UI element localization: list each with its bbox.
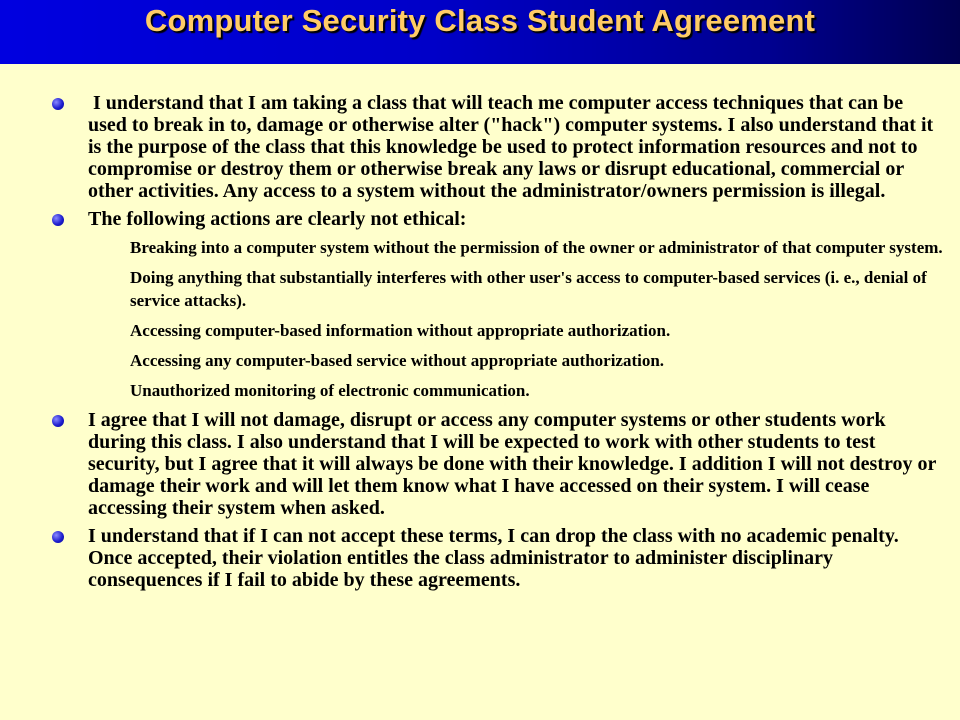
- sub-item-text: Accessing computer-based information without appropriate authorization.: [130, 321, 671, 340]
- dash-icon: –: [116, 238, 125, 257]
- slide-content: [50, 92, 945, 597]
- bullet-dot-icon: [52, 415, 64, 427]
- bullet-text: I understand that I am taking a class that will teach me computer access techniques that can be used to break in to, damage or otherwise alter ("hack") computer systems. I also understand that it is the purpose of the class that this knowledge be used to protect information resources and not to compromise or destroy them or otherwise break any laws or disrupt educational, commercial or other activities. Any access to a system without the administrator/owners permission is illegal.: [88, 92, 939, 202]
- bullet-text: I agree that I will not damage, disrupt or access any computer systems or other students work during this class. I also understand that I will be expected to work with other students to test security, but I agree that it will always be done with their knowledge. I addition I will not destroy or damage their work and will let them know what I have accessed on their system. I will cease accessing their system when asked.: [88, 409, 937, 519]
- bullet-dot-icon: [52, 214, 64, 226]
- bullet-dot-icon: [52, 98, 64, 110]
- sub-item-text: Doing anything that substantially interferes with other user's access to computer-based services (i. e., denial of service attacks).: [130, 268, 927, 310]
- sub-item-text: Unauthorized monitoring of electronic communication.: [130, 381, 530, 400]
- title-bar: [0, 0, 960, 64]
- slide-title: Computer Security Class Student Agreement: [144, 3, 816, 38]
- bullet-item: [50, 409, 945, 519]
- dash-icon: –: [116, 381, 125, 400]
- sub-list: [50, 236, 945, 402]
- sub-list-item: [116, 319, 945, 342]
- bullet-text: I understand that if I can not accept these terms, I can drop the class with no academic penalty. Once accepted, their violation entitles the class administrator to administer disciplinary consequences if I fail to abide by these agreements.: [88, 525, 899, 591]
- bullet-item: [50, 525, 945, 591]
- sub-list-item: [116, 379, 945, 402]
- sub-item-text: Breaking into a computer system without the permission of the owner or administrator of that computer system.: [130, 238, 943, 257]
- sub-list-item: [116, 266, 945, 312]
- sub-item-text: Accessing any computer-based service without appropriate authorization.: [130, 351, 665, 370]
- bullet-dot-icon: [52, 531, 64, 543]
- bullet-item: [50, 208, 945, 230]
- sub-list-item: [116, 236, 945, 259]
- dash-icon: –: [116, 321, 125, 340]
- bullet-item: [50, 92, 945, 202]
- dash-icon: –: [116, 351, 125, 370]
- dash-icon: –: [116, 268, 125, 287]
- sub-list-item: [116, 349, 945, 372]
- bullet-text: The following actions are clearly not ethical:: [88, 208, 467, 230]
